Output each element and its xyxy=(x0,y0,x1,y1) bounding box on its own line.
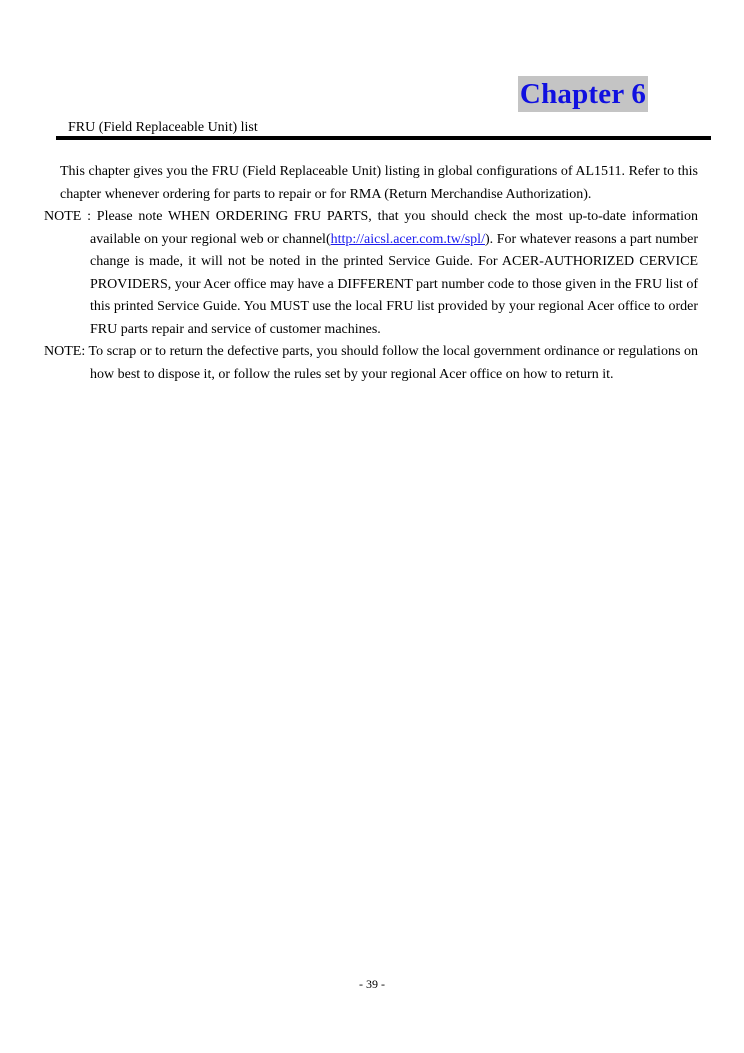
header-divider xyxy=(56,136,711,140)
note-ordering-text-start: NOTE : Please note WHEN ORDERING FRU PARTS, that you should check the most up-to-date information available on your regional web or channel( xyxy=(44,209,698,247)
page-number: - 39 - xyxy=(359,977,385,991)
section-title: FRU (Field Replaceable Unit) list xyxy=(68,120,258,135)
body-content xyxy=(44,161,698,386)
note-disposal: NOTE: To scrap or to return the defective parts, you should follow the local government ordinance or regulations on how best to dispose it, or follow the rules set by your regional Acer office on how to return it. xyxy=(44,344,698,382)
chapter-title: Chapter 6 xyxy=(519,78,647,110)
note-ordering xyxy=(44,206,698,341)
spl-link[interactable]: http://aicsl.acer.com.tw/spl/ xyxy=(330,231,485,247)
intro-paragraph: This chapter gives you the FRU (Field Replaceable Unit) listing in global configurations of AL1511. Refer to this chapter whenever ordering for parts to repair or for RMA (Return Merchandise Authorization). xyxy=(60,164,698,202)
note-ordering-text-end: ). For whatever reasons a part number change is made, it will not be noted in the printed Service Guide. For ACER-AUTHORIZED CERVICE PROVIDERS, your Acer office may have a DIFFERENT part number code to those given in the FRU list of this printed Service Guide. You MUST use the local FRU list provided by your regional Acer office to order FRU parts repair and service of customer machines. xyxy=(90,231,698,337)
